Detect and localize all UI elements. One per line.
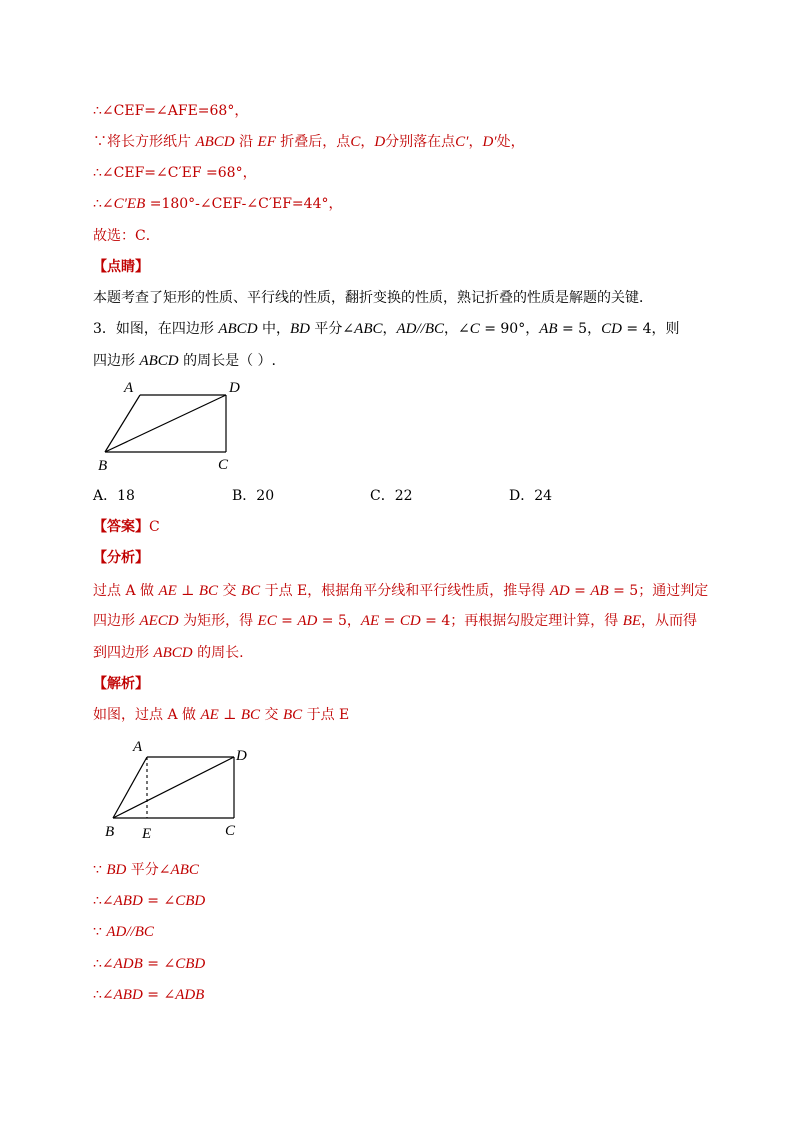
fig2-label-d: D [236, 748, 247, 764]
option-c[interactable]: C．22 [370, 488, 413, 504]
fig2-label-e: E [142, 826, 152, 842]
solution-step-3: ∵ AD//BC [93, 924, 154, 940]
fig1-label-d: D [229, 380, 240, 396]
solution-heading: 【解析】 [93, 676, 149, 692]
option-b[interactable]: B．20 [232, 488, 275, 504]
prev-line-1: ∴∠CEF=∠AFE=68°， [93, 103, 249, 119]
comment-text: 本题考查了矩形的性质、平行线的性质，翻折变换的性质，熟记折叠的性质是解题的关键． [93, 290, 653, 306]
answer-line: 【答案】C [93, 519, 160, 535]
option-d[interactable]: D．24 [509, 488, 553, 504]
fig2-diagonal-bd [113, 757, 234, 818]
option-a[interactable]: A．18 [93, 488, 135, 504]
analysis-line-3: 到四边形 ABCD 的周长. [93, 645, 244, 661]
prev-line-3: ∴∠CEF=∠C′EF =68°， [93, 165, 257, 181]
fig1-label-b: B [98, 458, 108, 474]
prev-line-2: ∵将长方形纸片 ABCD 沿 EF 折叠后，点C，D分别落在点C′，D′处， [93, 134, 525, 150]
analysis-line-2: 四边形 AECD 为矩形，得 EC = AD = 5，AE = CD = 4；再根据勾股定理计算，得 BE，从而得 [93, 613, 698, 629]
solution-step-4: ∴∠ADB = ∠CBD [93, 956, 206, 972]
fig2-label-c: C [225, 823, 236, 839]
question-3-line-1: 3．如图，在四边形 ABCD 中，BD 平分∠ABC，AD//BC，∠C = 90°，AB = 5，CD = 4，则 [93, 321, 680, 337]
solution-step-2: ∴∠ABD = ∠CBD [93, 893, 206, 909]
solution-step-5: ∴∠ABD = ∠ADB [93, 987, 205, 1003]
fig2-label-a: A [133, 739, 143, 755]
prev-line-5: 故选：C． [93, 228, 160, 244]
solution-step-1: ∵ BD 平分∠ABC [93, 862, 199, 878]
analysis-heading: 【分析】 [93, 550, 149, 566]
analysis-line-1: 过点 A 做 AE ⊥ BC 交 BC 于点 E，根据角平分线和平行线性质，推导得 AD = AB = 5；通过判定 [93, 583, 709, 599]
solution-line-1: 如图，过点 A 做 AE ⊥ BC 交 BC 于点 E [93, 707, 350, 723]
prev-line-4: ∴∠C′EB =180°-∠CEF-∠C′EF=44°， [93, 196, 343, 212]
fig1-label-c: C [218, 457, 229, 473]
question-3-line-2: 四边形 ABCD 的周长是（ ）. [93, 353, 276, 369]
fig1-label-a: A [124, 380, 134, 396]
comment-heading: 【点睛】 [93, 259, 149, 275]
fig2-label-b: B [105, 824, 115, 840]
